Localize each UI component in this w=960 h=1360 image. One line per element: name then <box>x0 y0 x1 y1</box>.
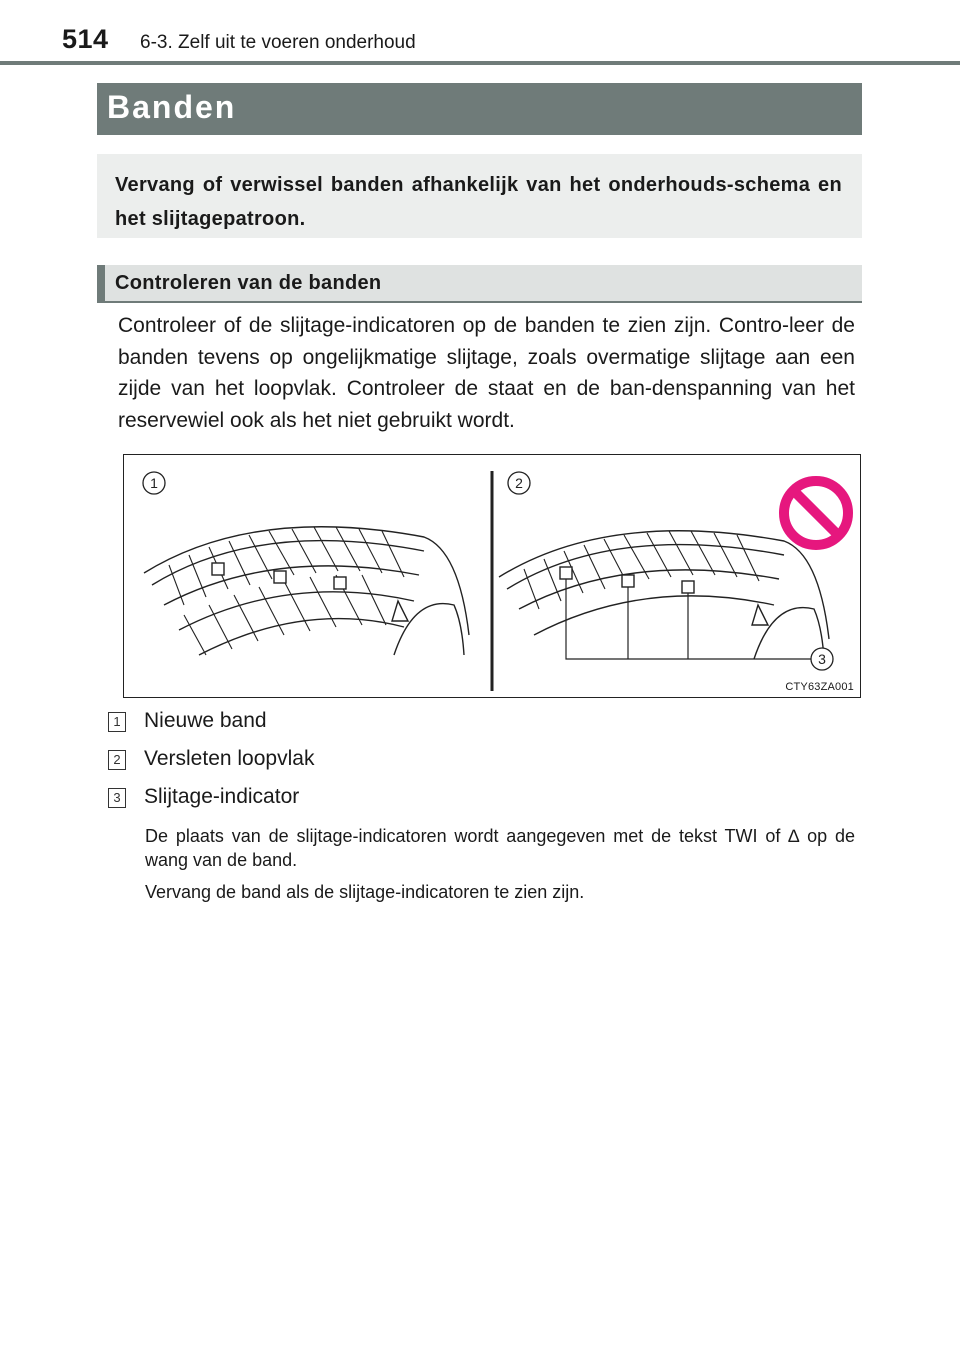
callout-3 <box>811 648 833 670</box>
page-number: 514 <box>62 24 109 54</box>
intro-box <box>97 154 862 238</box>
subsection-body: Controleer of de slijtage-indicatoren op de banden te zien zijn. Contro-leer de banden tevens op ongelijkmatige slijtage, zoals overmatige slijtage aan een zijde van het loopvlak. Controleer de staat en de ban-denspanning van het reservewiel ook als het niet gebruikt wordt. <box>118 314 855 432</box>
callout-2-label: 2 <box>515 475 523 491</box>
new-tire-drawing <box>144 527 469 655</box>
figure-code: CTY63ZA001 <box>785 681 854 693</box>
note-replace: Vervang de band als de slijtage-indicatoren te zien zijn. <box>145 882 585 902</box>
tire-figure <box>123 454 861 698</box>
legend-text: Versleten loopvlak <box>144 747 315 770</box>
page-header <box>0 0 960 66</box>
subsection-title: Controleren van de banden <box>115 272 382 294</box>
legend-text: Slijtage-indicator <box>144 785 300 808</box>
worn-tire-drawing <box>499 531 829 659</box>
legend-number: 1 <box>108 712 126 732</box>
subsection-bar <box>97 265 862 303</box>
callout-3-label: 3 <box>818 651 826 667</box>
legend-number: 2 <box>108 750 126 770</box>
callout-1 <box>143 472 165 494</box>
callout-2 <box>508 472 530 494</box>
tire-illustration <box>124 455 860 697</box>
subsection-accent <box>97 265 105 303</box>
section-label: 6-3. Zelf uit te voeren onderhoud <box>140 32 416 53</box>
header-rule <box>0 61 960 65</box>
legend-text: Nieuwe band <box>144 709 267 732</box>
legend-number: 3 <box>108 788 126 808</box>
page-title: Banden <box>107 89 237 125</box>
title-bar <box>97 83 862 135</box>
note-location: De plaats van de slijtage-indicatoren wordt aangegeven met de tekst TWI of ∆ op de wang van de band. <box>145 826 855 870</box>
callout-1-label: 1 <box>150 475 158 491</box>
intro-text: Vervang of verwissel banden afhankelijk van het onderhouds-schema en het slijtagepatroon. <box>115 174 842 230</box>
prohibited-icon <box>784 481 848 545</box>
